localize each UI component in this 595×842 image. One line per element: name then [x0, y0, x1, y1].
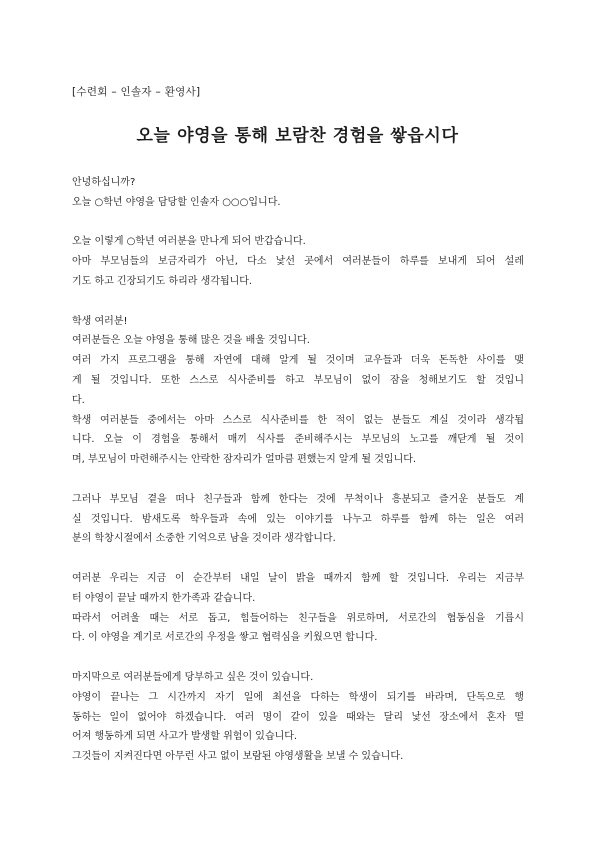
text-line: 여러분 우리는 지금 이 순간부터 내일 날이 밝을 때까지 함께 할 것입니다. 우리는 지금부: [72, 572, 524, 584]
text-line: 다. 이 야영을 계기로 서로간의 우정을 쌓고 협력심을 키웠으면 합니다.: [72, 632, 378, 644]
text-line: 며, 부모님이 마련해주시는 안락한 잠자리가 얼마큼 편했는지 알게 될 것입니다.: [72, 454, 417, 466]
speech-paragraph: [72, 668, 524, 767]
speech-paragraph: [72, 569, 524, 648]
speech-paragraph: [72, 173, 524, 213]
text-line: 마지막으로 여러분들에게 당부하고 싶은 것이 있습니다.: [72, 671, 314, 683]
text-line: 아마 부모님들의 보금자리가 아닌, 다소 낯선 곳에서 여러분들이 하루를 보내게 되어 설레: [72, 256, 524, 268]
document-category-tag: [수련회 – 인솔자 – 환영사]: [72, 86, 201, 98]
speech-paragraph: [72, 232, 524, 291]
text-line: 학생 여러분들 중에서는 아마 스스로 식사준비를 한 적이 없는 분들도 계실 것이라 생각됩: [72, 414, 524, 426]
text-line: 게 될 것입니다. 또한 스스로 식사준비를 하고 부모님이 없이 잠을 청해보기도 할 것입니: [72, 374, 524, 386]
text-line: 실 것입니다. 밤새도록 학우들과 속에 있는 이야기를 나누고 하루를 함께 하는 일은 여러: [72, 513, 524, 525]
text-line: 다.: [72, 394, 85, 406]
text-line: 안녕하십니까?: [72, 177, 136, 188]
text-line: 분의 학창시절에서 소중한 기억으로 남을 것이라 생각합니다.: [72, 533, 336, 545]
text-line: 동하는 일이 없어야 하겠습니다. 여러 명이 같이 있을 때와는 달리 낯선 장소에서 혼자 떨: [72, 711, 524, 723]
text-line: 어져 행동하게 되면 사고가 발생할 위험이 있습니다.: [72, 731, 298, 743]
text-line: 그것들이 지켜진다면 아무런 사고 없이 보람된 야영생활을 보낼 수 있습니다.: [72, 751, 404, 763]
text-line: 오늘 이렇게 ○학년 여러분을 만나게 되어 반갑습니다.: [72, 236, 306, 248]
text-line: 터 야영이 끝날 때까지 한가족과 같습니다.: [72, 592, 256, 604]
text-line: 기도 하고 긴장되기도 하리라 생각됩니다.: [72, 275, 253, 287]
text-line: 여러분들은 오늘 야영을 통해 많은 것을 배울 것입니다.: [72, 335, 310, 347]
text-line: 그러나 부모님 곁을 떠나 친구들과 함께 한다는 것에 무척이나 흥분되고 즐거운 분들도 계: [72, 493, 524, 505]
speech-paragraph: [72, 312, 524, 470]
speech-body: [72, 173, 524, 787]
document-title: 오늘 야영을 통해 보람찬 경험을 쌓읍시다: [136, 126, 459, 146]
text-line: 니다. 오늘 이 경험을 통해서 매끼 식사를 준비해주시는 부모님의 노고를 깨닫게 될 것이: [72, 434, 524, 446]
text-line: 학생 여러분!: [72, 315, 128, 327]
text-line: 여러 가지 프로그램을 통해 자연에 대해 알게 될 것이며 교우들과 더욱 돈독한 사이를 맺: [72, 355, 524, 367]
text-line: 야영이 끝나는 그 시간까지 자기 일에 최선을 다하는 학생이 되기를 바라며, 단독으로 행: [72, 691, 524, 703]
speech-paragraph: [72, 490, 524, 549]
text-line: 따라서 어려울 때는 서로 돕고, 힘들어하는 친구들을 위로하며, 서로간의 협동심을 기릅시: [72, 612, 524, 624]
text-line: 오늘 ○학년 야영을 담당할 인솔자 ○○○입니다.: [72, 196, 281, 208]
